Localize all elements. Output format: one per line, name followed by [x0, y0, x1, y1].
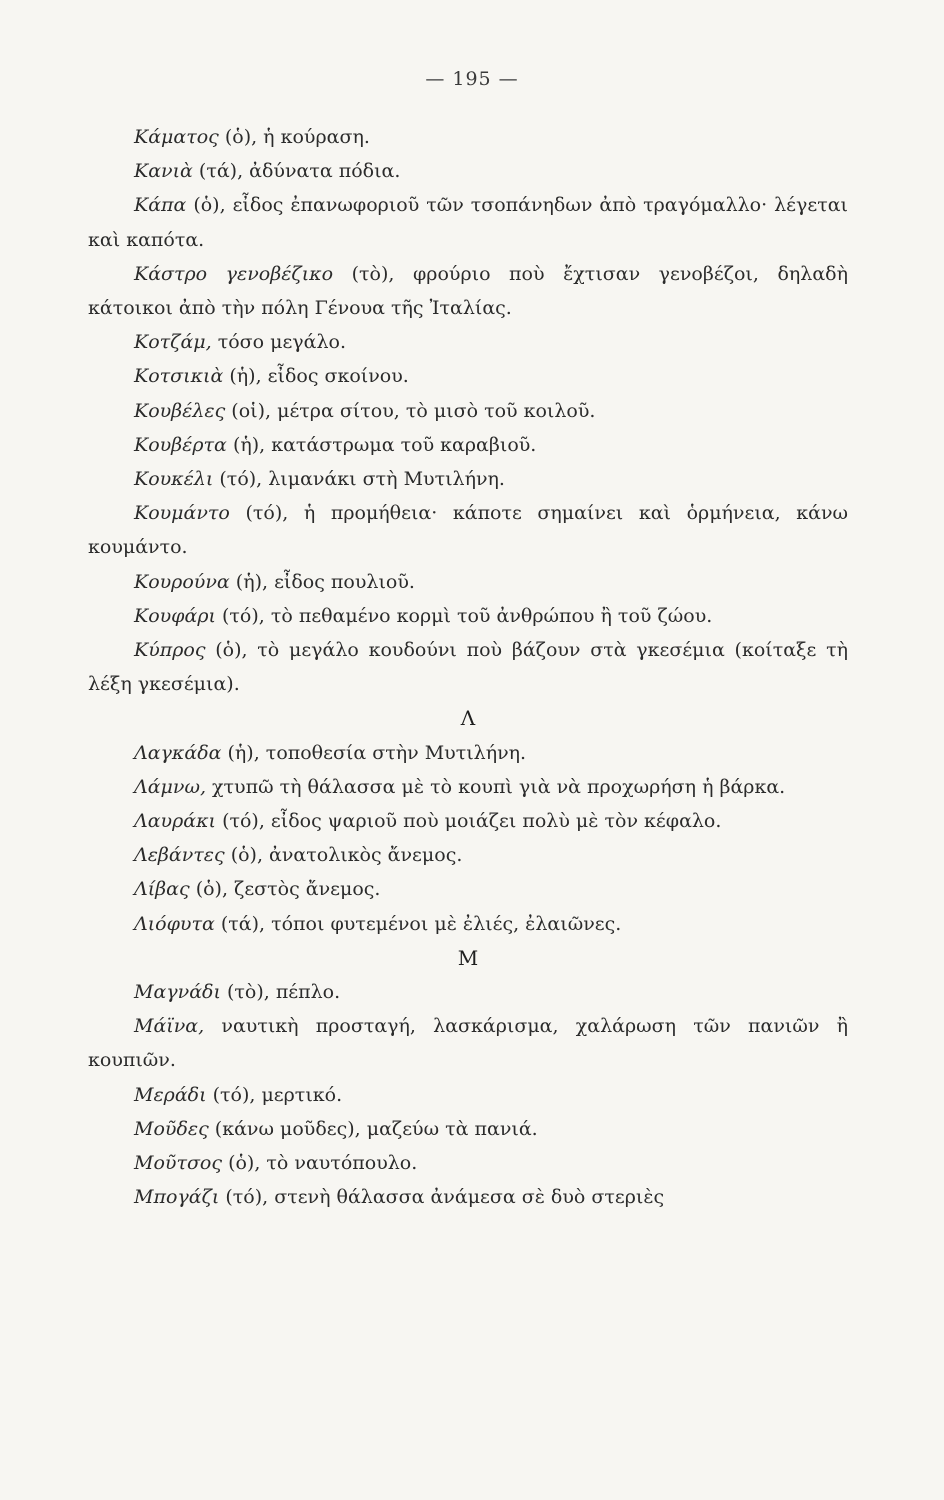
glossary-entry [88, 804, 848, 838]
glossary-entry [88, 462, 848, 496]
glossary-entry [88, 736, 848, 770]
entry-term: Κουφάρι [134, 604, 216, 627]
entry-term: Μάϊνα, [134, 1015, 205, 1038]
glossary-entry [88, 599, 848, 633]
entry-definition: (τό), εἶδος ψαριοῦ ποὺ μοιάζει πολὺ μὲ τὸν κέφαλο. [222, 810, 722, 833]
entry-definition: τόσο μεγάλο. [217, 331, 347, 354]
glossary-content [88, 120, 848, 1215]
entry-term: Λεβάντες [134, 844, 225, 867]
glossary-entry [88, 188, 848, 256]
glossary-entry [88, 257, 848, 325]
glossary-entry [88, 770, 848, 804]
entry-definition: (ὁ), τὸ μεγάλο κουδούνι ποὺ βάζουν στὰ γκεσέμια (κοίταξε τὴ λέξη γκεσέμια). [88, 639, 848, 696]
page-number: — 195 — [425, 68, 519, 90]
glossary-entry [88, 1180, 848, 1214]
entry-term: Μοῦδες [134, 1117, 209, 1140]
entry-definition: (ἡ), εἶδος σκοίνου. [229, 365, 409, 388]
entry-term: Λαυράκι [134, 810, 217, 833]
glossary-block-k [88, 120, 848, 701]
entry-definition: (τό), τὸ πεθαμένο κορμὶ τοῦ ἀνθρώπου ἢ τοῦ ζώου. [221, 604, 713, 627]
glossary-entry [88, 154, 848, 188]
entry-definition: (ὁ), ζεστὸς ἄνεμος. [195, 878, 381, 901]
entry-definition: (ἡ), εἶδος πουλιοῦ. [235, 570, 415, 593]
entry-term: Κανιὰ [134, 160, 193, 183]
entry-term: Κάματος [134, 126, 219, 148]
entry-term: Κύπρος [134, 639, 206, 662]
glossary-entry [88, 838, 848, 872]
entry-term: Κοτζάμ, [134, 331, 212, 354]
glossary-entry [88, 907, 848, 941]
entry-definition: (τά), ἀδύνατα πόδια. [198, 160, 401, 183]
entry-term: Μεράδι [134, 1083, 207, 1106]
entry-term: Κουρούνα [134, 570, 230, 593]
entry-term: Κάστρο γενοβέζικο [134, 262, 334, 285]
glossary-entry [88, 428, 848, 462]
entry-definition: (ἡ), κατάστρωμα τοῦ καραβιοῦ. [232, 433, 537, 456]
entry-term: Λίβας [134, 878, 190, 901]
section-letter-lambda: Λ [460, 706, 476, 731]
glossary-entry [88, 496, 848, 564]
entry-definition: (ἡ), τοποθεσία στὴν Μυτιλήνη. [227, 741, 527, 764]
entry-term: Κουμάντο [134, 502, 230, 525]
entry-term: Κουκέλι [134, 468, 214, 491]
entry-definition: (τὸ), φρούριο ποὺ ἔχτισαν γενοβέζοι, δηλαδὴ κάτοικοι ἀπὸ τὴν πόλη Γένουα τῆς Ἰταλίας. [88, 262, 848, 320]
entry-term: Λιόφυτα [134, 912, 215, 935]
entry-definition: (τό), μερτικό. [212, 1083, 343, 1106]
entry-term: Μπογάζι [134, 1186, 220, 1209]
glossary-entry [88, 565, 848, 599]
entry-term: Κάπα [134, 194, 187, 217]
glossary-entry [88, 975, 848, 1009]
entry-term: Κοτσικιὰ [134, 365, 224, 388]
glossary-entry [88, 120, 848, 154]
entry-term: Μοῦτσος [134, 1152, 223, 1175]
entry-definition: χτυπῶ τὴ θάλασσα μὲ τὸ κουπὶ γιὰ νὰ προχωρήση ἡ βάρκα. [212, 775, 786, 798]
entry-definition: (κάνω μοῦδες), μαζεύω τὰ πανιά. [214, 1117, 538, 1140]
entry-definition: ναυτικὴ προσταγή, λασκάρισμα, χαλάρωση τῶν πανιῶν ἢ κουπιῶν. [88, 1015, 848, 1072]
entry-definition: (ὁ), ἀνατολικὸς ἄνεμος. [230, 844, 463, 867]
entry-definition: (τό), στενὴ θάλασσα ἀνάμεσα σὲ δυὸ στεριὲς [225, 1186, 665, 1209]
entry-definition: (ὁ), τὸ ναυτόπουλο. [228, 1152, 418, 1175]
entry-definition: (τὸ), πέπλο. [226, 981, 341, 1004]
glossary-entry [88, 359, 848, 393]
entry-definition: (τό), λιμανάκι στὴ Μυτιλήνη. [219, 468, 505, 491]
entry-definition: (ὁ), ἡ κούραση. [224, 126, 370, 148]
glossary-entry [88, 872, 848, 906]
entry-term: Κουβέρτα [134, 433, 227, 456]
entry-term: Κουβέλες [134, 399, 226, 422]
entry-definition: (οἱ), μέτρα σίτου, τὸ μισὸ τοῦ κοιλοῦ. [231, 399, 596, 422]
entry-term: Λαγκάδα [134, 741, 222, 764]
glossary-entry [88, 325, 848, 359]
entry-term: Λάμνω, [134, 775, 206, 798]
glossary-entry [88, 633, 848, 701]
entry-definition: (τό), ἡ προμήθεια· κάποτε σημαίνει καὶ ὁρμήνεια, κάνω κουμάντο. [88, 502, 848, 559]
glossary-block-lambda [88, 736, 848, 941]
glossary-entry [88, 1078, 848, 1112]
section-letter-mu: Μ [457, 945, 479, 970]
glossary-entry [88, 1009, 848, 1077]
entry-definition: (τά), τόποι φυτεμένοι μὲ ἐλιές, ἐλαιῶνες. [220, 912, 622, 935]
entry-definition: (ὁ), εἶδος ἐπανωφοριοῦ τῶν τσοπάνηδων ἀπὸ τραγόμαλλο· λέγεται καὶ καπότα. [88, 194, 848, 251]
entry-term: Μαγνάδι [134, 981, 221, 1004]
glossary-block-mu [88, 975, 848, 1214]
glossary-entry [88, 394, 848, 428]
glossary-entry [88, 1146, 848, 1180]
glossary-entry [88, 1112, 848, 1146]
